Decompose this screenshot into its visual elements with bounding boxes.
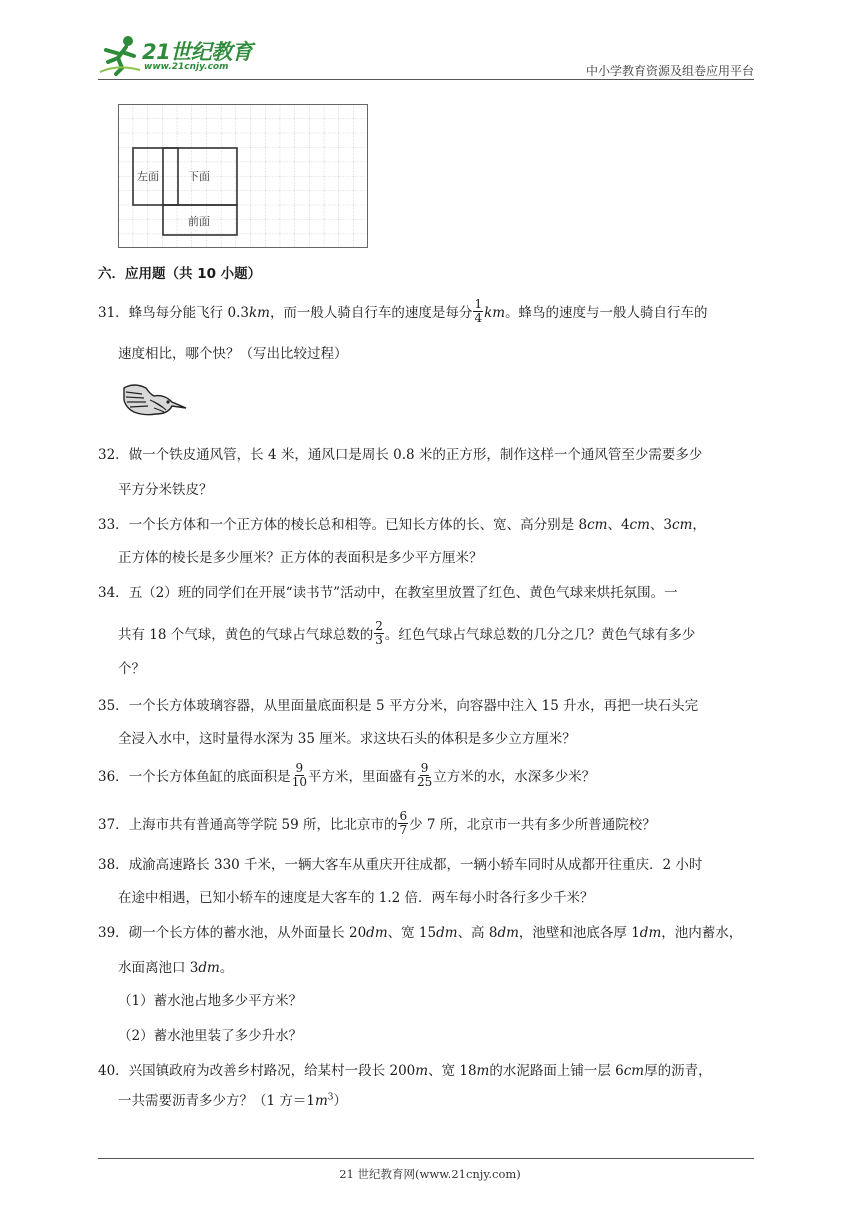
question-number: 38． — [98, 857, 129, 873]
unit-text: m — [476, 1063, 490, 1079]
fraction — [417, 762, 432, 789]
question-text: 。蜂鸟的速度与一般人骑自行车的 — [505, 305, 708, 321]
question-text: 做一个铁皮通风管，长 4 米，通风口是周长 0.8 米的正方形，制作这样一个通风管至少需要多少 — [128, 447, 703, 463]
logo-url: www.21cnjy.com — [144, 62, 229, 72]
fraction — [398, 810, 408, 837]
footer-divider — [98, 1158, 754, 1159]
question-number: 37． — [98, 817, 129, 833]
unit-text: dm — [198, 960, 220, 976]
question-34-line3: 个？ — [118, 661, 145, 677]
unit-text: cm — [629, 517, 650, 533]
question-text: 蜂鸟每分能飞行 0.3 — [128, 305, 249, 321]
question-text: 成渝高速路长 330 千米，一辆大客车从重庆开往成都，一辆小轿车同时从成都开往重庆．2 小时 — [128, 857, 703, 873]
question-text: 一共需要沥青多少方？（1 方＝1 — [118, 1093, 315, 1109]
question-33-line1 — [98, 513, 706, 533]
question-33-line2: 正方体的棱长是多少厘米？正方体的表面积是多少平方厘米？ — [118, 550, 483, 566]
header-divider — [98, 79, 754, 80]
cube-net-figure — [118, 104, 368, 248]
unit-text: cm — [623, 1063, 645, 1079]
question-text: 砌一个长方体的蓄水池，从外面量长 20 — [128, 925, 367, 941]
question-text: ，而一般人骑自行车的速度是每分 — [269, 305, 473, 321]
question-32-line1 — [98, 443, 702, 463]
question-text: 厚的沥青， — [644, 1063, 712, 1079]
fraction-numerator: 2 — [375, 619, 383, 633]
question-text: 立方米的水，水深多少米？ — [433, 769, 596, 785]
question-37-line1 — [98, 809, 656, 839]
fraction-denominator: 4 — [474, 311, 483, 325]
question-34-line1 — [98, 581, 678, 601]
fraction-denominator: 7 — [399, 823, 408, 837]
question-text: 一个长方体玻璃容器，从里面量底面积是 5 平方分米，向容器中注入 15 升水，再把一块石头完 — [128, 698, 699, 714]
question-text: 平方米，里面盛有 — [307, 769, 416, 785]
unit-text: dm — [497, 925, 519, 941]
question-text: 一个长方体鱼缸的底面积是 — [128, 769, 291, 785]
question-38-line2: 在途中相遇，已知小轿车的速度是大客车的 1.2 倍．两车每小时各行多少千米？ — [118, 890, 594, 906]
hummingbird-icon — [120, 380, 188, 420]
question-text: 少 7 所，北京市一共有多少所普通院校？ — [409, 817, 656, 833]
question-39-sub2: （2）蓄水池里装了多少升水？ — [118, 1028, 303, 1044]
question-number: 32． — [98, 447, 129, 463]
question-31-line1 — [98, 297, 708, 327]
hummingbird-illustration — [120, 380, 188, 420]
fraction — [374, 620, 384, 647]
fraction-numerator: 9 — [420, 761, 429, 775]
question-text: 一个长方体和一个正方体的棱长总和相等。已知长方体的长、宽、高分别是 8 — [128, 517, 588, 533]
question-number: 35． — [98, 698, 129, 714]
question-number: 31． — [98, 305, 129, 321]
fraction-numerator: 9 — [295, 761, 304, 775]
question-text: ） — [333, 1093, 348, 1109]
site-logo — [98, 34, 258, 76]
question-35-line2: 全浸入水中，这时量得水深为 35 厘米。求这块石头的体积是多少立方厘米？ — [118, 731, 576, 747]
question-32-line2: 平方分米铁皮？ — [118, 482, 213, 498]
question-number: 36． — [98, 769, 129, 785]
superscript: 3 — [327, 1092, 334, 1103]
unit-text: dm — [639, 925, 662, 941]
question-text: 兴国镇政府为改善乡村路况，给某村一段长 200 — [128, 1063, 416, 1079]
question-35-line1 — [98, 694, 698, 714]
question-number: 40． — [98, 1063, 129, 1079]
section-title: 六．应用题（共 10 小题） — [98, 266, 262, 282]
label-left-face: 左面 — [137, 170, 159, 183]
unit-text: km — [248, 305, 270, 321]
fraction-numerator: 1 — [474, 297, 483, 311]
question-text: ，池内蓄水， — [661, 925, 743, 941]
fraction-denominator: 10 — [291, 775, 307, 789]
unit-text: cm — [672, 517, 693, 533]
question-text: 、宽 18 — [428, 1063, 477, 1079]
fraction-denominator: 25 — [416, 775, 433, 789]
fraction-numerator: 6 — [399, 809, 408, 823]
logo-text: 21世纪教育 — [142, 40, 253, 64]
question-39-sub1: （1）蓄水池占地多少平方米？ — [118, 993, 303, 1009]
question-number: 39． — [98, 925, 129, 941]
question-text: 、高 8 — [457, 925, 498, 941]
question-number: 33． — [98, 517, 129, 533]
question-text: 。红色气球占气球总数的几分之几？黄色气球有多少 — [384, 627, 696, 643]
unit-text: dm — [436, 925, 458, 941]
runner-logo-icon — [98, 34, 142, 76]
page-header — [98, 30, 754, 80]
platform-name: 中小学教育资源及组卷应用平台 — [585, 64, 754, 78]
fraction-denominator: 3 — [375, 633, 383, 647]
question-38-line1 — [98, 853, 702, 873]
question-40-line2 — [118, 1089, 347, 1109]
question-39-line2 — [118, 956, 233, 976]
question-text: 、宽 15 — [387, 925, 437, 941]
unit-text: cm — [587, 517, 608, 533]
unit-text: m — [314, 1093, 328, 1109]
fraction — [292, 762, 307, 789]
unit-text: m — [415, 1063, 429, 1079]
question-text: 。 — [219, 960, 234, 976]
question-31-line2: 速度相比，哪个快？（写出比较过程） — [118, 346, 348, 362]
question-text: 、4 — [607, 517, 630, 533]
question-text: 上海市共有普通高等学院 59 所，比北京市的 — [128, 817, 398, 833]
label-front-face: 前面 — [188, 215, 210, 228]
label-bottom-face: 下面 — [188, 170, 210, 183]
question-text: 五（2）班的同学们在开展“读书节”活动中，在教室里放置了红色、黄色气球来烘托氛围。一 — [128, 585, 678, 601]
fraction — [473, 298, 483, 325]
question-text: ， — [692, 517, 706, 533]
question-text: 共有 18 个气球，黄色的气球占气球总数的 — [118, 627, 374, 643]
question-number: 34． — [98, 585, 129, 601]
question-text: 的水泥路面上铺一层 6 — [489, 1063, 624, 1079]
unit-text: dm — [366, 925, 388, 941]
question-40-line1 — [98, 1059, 712, 1079]
question-36-line1 — [98, 761, 596, 791]
question-39-line1 — [98, 921, 742, 941]
page-footer: 21 世纪教育网(www.21cnjy.com) — [339, 1167, 521, 1181]
grid-diagram — [118, 104, 368, 248]
unit-text: km — [484, 305, 506, 321]
question-text: ，池壁和池底各厚 1 — [518, 925, 640, 941]
question-34-line2 — [118, 619, 696, 649]
question-text: 、3 — [649, 517, 673, 533]
question-text: 水面离池口 3 — [118, 960, 199, 976]
